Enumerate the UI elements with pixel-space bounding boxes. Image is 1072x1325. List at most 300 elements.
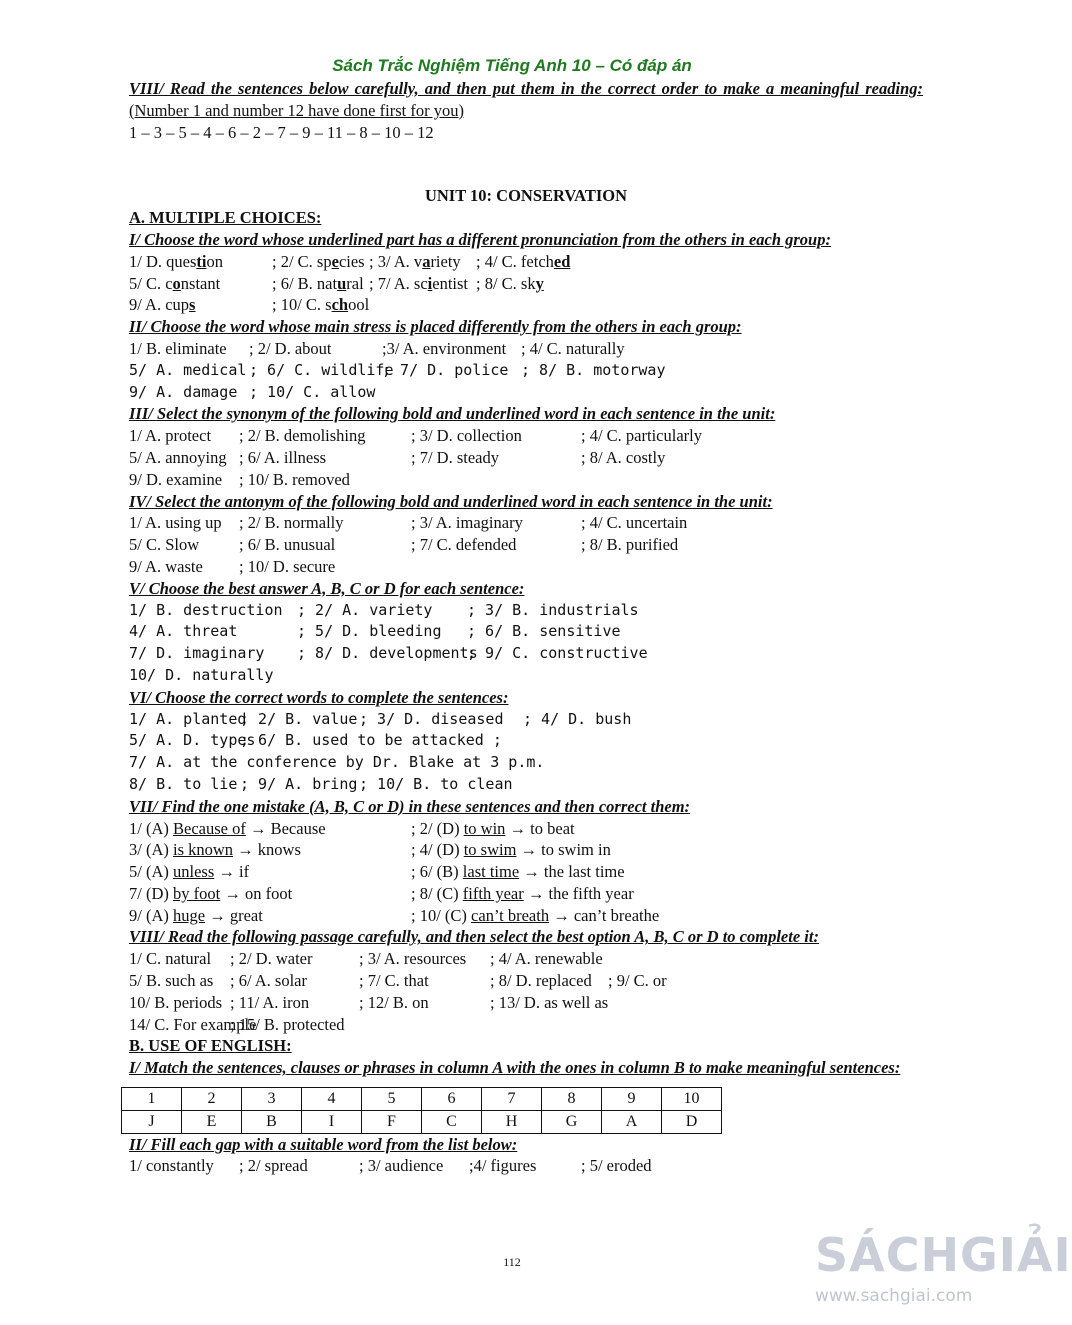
answer-text: ; 6/ A. illness <box>239 447 327 467</box>
answer-cell <box>129 905 263 927</box>
mistake-text: unless <box>173 862 215 882</box>
table-cell-letter: H <box>482 1110 542 1133</box>
answer-cell <box>249 382 375 404</box>
table-cell-number: 9 <box>602 1088 662 1111</box>
answer-cell <box>382 360 508 382</box>
unit-title: UNIT 10: CONSERVATION <box>424 186 628 206</box>
answer-cell <box>129 469 222 491</box>
table-cell-letter: G <box>542 1110 602 1133</box>
answer-text: ; 10/ C. allow <box>249 382 376 401</box>
answer-text: ; 10/ B. removed <box>239 469 350 489</box>
b2-answers <box>129 1155 923 1177</box>
s7-answers <box>129 818 923 927</box>
answer-cell <box>129 665 274 687</box>
answer-cell <box>411 425 522 447</box>
answer-cell <box>129 730 255 752</box>
answer-cell <box>359 992 429 1014</box>
answer-text: 10/ D. naturally <box>129 665 274 684</box>
answer-cell <box>230 970 307 992</box>
answer-text: 9/ A. waste <box>129 556 203 576</box>
answer-text: ; 4/ (D) <box>411 840 464 860</box>
s1-heading: I/ Choose the word whose underlined part has a different pronunciation from the others in each group: <box>129 229 831 249</box>
answer-text: → to swim in <box>516 840 611 860</box>
answer-cell <box>411 447 499 469</box>
answer-text: ; 4/ D. bush <box>523 709 632 728</box>
answer-cell <box>521 338 625 360</box>
answer-row <box>129 970 923 992</box>
s8-answers <box>129 948 923 1035</box>
answer-text: nstant <box>180 273 221 293</box>
watermark-url: www.sachgiai.com <box>815 1286 973 1306</box>
answer-cell <box>129 273 220 295</box>
answer-cell <box>490 970 592 992</box>
answer-cell <box>581 447 665 469</box>
answer-text: ; 2/ (D) <box>411 818 464 838</box>
watermark-brand: SÁCHGIẢI <box>815 1228 1072 1282</box>
answer-text: 1/ C. natural <box>129 949 212 969</box>
answer-text: ; 8/ A. costly <box>581 447 666 467</box>
answer-text: ; 8/ B. motorway <box>521 360 666 379</box>
answer-text: ; 8/ C. sk <box>476 273 536 293</box>
answer-text: → to beat <box>505 818 575 838</box>
s2-heading: II/ Choose the word whose main stress is placed differently from the others in each group: <box>129 317 742 337</box>
table-cell-letter: I <box>302 1110 362 1133</box>
mistake-text: to win <box>463 818 506 838</box>
answer-text: ;4/ figures <box>469 1156 537 1176</box>
answer-cell <box>411 534 516 556</box>
answer-text: ; 7/ A. sc <box>369 273 428 293</box>
answer-text: entist <box>432 273 469 293</box>
answer-text: ; 5/ D. bleeding <box>297 622 442 641</box>
answer-text: → the last time <box>519 862 625 882</box>
answer-text: ; 9/ A. bring <box>240 774 358 793</box>
mistake-text: by foot <box>173 883 221 903</box>
answer-text: ; 7/ C. defended <box>411 535 517 555</box>
answer-text: 1/ constantly <box>129 1156 214 1176</box>
answer-cell <box>249 338 332 360</box>
answer-text: ; 4/ C. naturally <box>521 338 625 358</box>
answer-text: ; 4/ C. uncertain <box>581 513 688 533</box>
answer-cell <box>129 643 264 665</box>
answer-cell <box>297 621 442 643</box>
answer-text: ; 3/ D. collection <box>411 426 522 446</box>
answer-cell <box>272 273 364 295</box>
s8-heading: VIII/ Read the following passage carefully, and then select the best option A, B, C or D to complete it: <box>129 927 819 947</box>
prev-section-heading <box>129 78 923 122</box>
answer-text: → knows <box>233 840 301 860</box>
prev-heading-note: (Number 1 and number 12 have done first for you) <box>129 100 464 120</box>
answer-cell <box>129 839 301 861</box>
answer-text: ; 7/ D. police <box>382 360 509 379</box>
section-a-title: A. MULTIPLE CHOICES: <box>129 208 322 228</box>
answer-cell <box>476 251 570 273</box>
s2-answers <box>129 338 923 403</box>
answer-cell <box>129 883 292 905</box>
answer-text: ; 8/ (C) <box>411 883 463 903</box>
table-cell-number: 2 <box>182 1088 242 1111</box>
underlined-part: y <box>535 273 544 293</box>
answer-cell <box>272 251 365 273</box>
answer-text: ; 8/ D. replaced <box>490 971 592 991</box>
underlined-part: ed <box>553 251 571 271</box>
answer-cell <box>369 273 468 295</box>
answer-row <box>129 621 923 643</box>
answer-text: ; 10/ B. to clean <box>359 774 513 793</box>
answer-row <box>129 1155 923 1177</box>
table-cell-letter: D <box>662 1110 722 1133</box>
answer-text: ; 2/ D. water <box>230 949 313 969</box>
answer-row <box>129 643 923 665</box>
answer-text: ; 4/ A. renewable <box>490 949 603 969</box>
answer-cell <box>476 273 544 295</box>
answer-cell <box>129 512 222 534</box>
answer-cell <box>129 709 246 731</box>
answer-row <box>129 992 923 1014</box>
answer-text: ; 15/ B. protected <box>230 1014 345 1034</box>
answer-text: ; 8/ D. developments <box>297 644 478 663</box>
table-row-letters <box>122 1110 722 1133</box>
answer-cell <box>239 425 366 447</box>
answer-text: ; 3/ A. imaginary <box>411 513 523 533</box>
answer-text: riety <box>430 251 461 271</box>
answer-cell <box>129 970 213 992</box>
answer-text: ; 8/ B. purified <box>581 535 679 555</box>
answer-row <box>129 730 923 752</box>
underlined-part: e <box>331 251 339 271</box>
answer-cell <box>230 948 312 970</box>
answer-cell <box>382 338 506 360</box>
answer-cell <box>608 970 667 992</box>
answer-text: ; 3/ audience <box>359 1156 444 1176</box>
answer-row <box>129 752 923 774</box>
answer-text: 5/ A. medical <box>129 360 247 379</box>
answer-text: 5/ A. D. types <box>129 731 256 750</box>
table-row-numbers <box>122 1088 722 1111</box>
answer-row <box>129 294 923 316</box>
answer-cell <box>239 534 335 556</box>
answer-cell <box>240 774 357 796</box>
s4-answers <box>129 512 923 577</box>
answer-text: 7/ (D) <box>129 883 173 903</box>
answer-row <box>129 382 923 404</box>
answer-cell <box>272 294 369 316</box>
table-cell-number: 10 <box>662 1088 722 1111</box>
answer-cell <box>411 839 611 861</box>
answer-cell <box>359 709 504 731</box>
s6-answers <box>129 709 923 796</box>
table-cell-number: 8 <box>542 1088 602 1111</box>
answer-row <box>129 665 923 687</box>
answer-text: 5/ (A) <box>129 862 173 882</box>
answer-cell <box>297 643 478 665</box>
answer-text: ; 2/ B. value <box>240 709 358 728</box>
answer-cell <box>369 251 461 273</box>
answer-text: ; 2/ B. demolishing <box>239 426 366 446</box>
answer-row <box>129 905 923 927</box>
s6-heading: VI/ Choose the correct words to complete the sentences: <box>129 687 509 707</box>
answer-cell <box>411 512 523 534</box>
answer-cell <box>469 1155 536 1177</box>
answer-text: 1/ D. ques <box>129 251 197 271</box>
answer-row <box>129 251 923 273</box>
answer-cell <box>581 512 687 534</box>
answer-row <box>129 709 923 731</box>
answer-cell <box>129 774 237 796</box>
s3-heading: III/ Select the synonym of the following bold and underlined word in each sentence in the unit: <box>129 404 776 424</box>
answer-cell <box>467 600 639 622</box>
answer-text: ; 2/ B. normally <box>239 513 344 533</box>
prev-heading-text: VIII/ Read the sentences below carefully, and then put them in the correct order to make a meaningful reading: <box>129 79 923 98</box>
s4-heading: IV/ Select the antonym of the following bold and underlined word in each sentence in the unit: <box>129 491 773 511</box>
b2-heading: II/ Fill each gap with a suitable word from the list below: <box>129 1134 518 1154</box>
underlined-part: i <box>427 273 433 293</box>
answer-row <box>129 338 923 360</box>
s3-answers <box>129 425 923 490</box>
document-body <box>129 78 923 1177</box>
answer-row <box>129 425 923 447</box>
mistake-text: fifth year <box>462 883 524 903</box>
answer-text: ; 3/ A. resources <box>359 949 467 969</box>
mistake-text: huge <box>173 905 206 925</box>
answer-cell <box>249 360 394 382</box>
answer-text: 1/ B. eliminate <box>129 338 227 358</box>
table-cell-number: 6 <box>422 1088 482 1111</box>
answer-text: cies <box>338 251 365 271</box>
answer-row <box>129 839 923 861</box>
mistake-text: to swim <box>463 840 517 860</box>
underlined-part: u <box>337 273 347 293</box>
answer-text: 5/ B. such as <box>129 971 214 991</box>
answer-text: ; 6/ B. unusual <box>239 535 336 555</box>
s1-answers <box>129 251 923 316</box>
answer-text: ; 10/ C. s <box>272 295 332 315</box>
answer-row <box>129 447 923 469</box>
mistake-text: can’t breath <box>471 905 550 925</box>
answer-text: → great <box>205 905 263 925</box>
answer-row <box>129 1014 923 1036</box>
answer-row <box>129 948 923 970</box>
answer-cell <box>129 621 237 643</box>
answer-text: on <box>206 251 223 271</box>
answer-text: → if <box>214 862 250 882</box>
mistake-text: is known <box>173 840 234 860</box>
answer-cell <box>129 338 227 360</box>
answer-text: ;3/ A. environment <box>382 338 507 358</box>
answer-cell <box>129 752 544 774</box>
answer-text: ; 3/ B. industrials <box>467 600 639 619</box>
answer-text: ; 6/ B. sensitive <box>467 622 621 641</box>
answer-text: 1/ B. destruction <box>129 600 283 619</box>
answer-text: 4/ A. threat <box>129 622 238 641</box>
answer-cell <box>239 447 326 469</box>
table-cell-number: 3 <box>242 1088 302 1111</box>
answer-text: 1/ (A) <box>129 818 173 838</box>
answer-cell <box>129 861 249 883</box>
answer-text: 8/ B. to lie <box>129 774 238 793</box>
answer-text: ool <box>348 295 370 315</box>
answer-cell <box>359 1155 443 1177</box>
answer-text: 9/ (A) <box>129 905 173 925</box>
answer-cell <box>523 709 631 731</box>
answer-cell <box>411 818 575 840</box>
answer-cell <box>129 1155 214 1177</box>
mistake-text: last time <box>462 862 520 882</box>
answer-cell <box>297 600 432 622</box>
answer-cell <box>581 1155 652 1177</box>
answer-cell <box>411 905 659 927</box>
table-cell-letter: C <box>422 1110 482 1133</box>
answer-cell <box>521 360 666 382</box>
table-cell-letter: B <box>242 1110 302 1133</box>
answer-cell <box>129 600 283 622</box>
table-cell-letter: J <box>122 1110 182 1133</box>
answer-text: 3/ (A) <box>129 840 173 860</box>
answer-text: ; 10/ (C) <box>411 905 472 925</box>
answer-text: ; 7/ D. steady <box>411 447 499 467</box>
underlined-part: s <box>189 295 196 315</box>
answer-text: ral <box>346 273 364 293</box>
answer-text: ; 2/ spread <box>239 1156 308 1176</box>
answer-cell <box>490 948 603 970</box>
answer-text: ; 4/ C. particularly <box>581 426 702 446</box>
b1-heading: I/ Match the sentences, clauses or phrases in column A with the ones in column B to make meaningful sentences: <box>129 1058 901 1078</box>
s7-heading: VII/ Find the one mistake (A, B, C or D) in these sentences and then correct them: <box>129 796 691 816</box>
answer-text: 10/ B. periods <box>129 992 223 1012</box>
answer-row <box>129 469 923 491</box>
page-header: Sách Trắc Nghiệm Tiếng Anh 10 – Có đáp án <box>332 56 692 75</box>
answer-text: 1/ A. planted <box>129 709 247 728</box>
answer-cell <box>230 992 309 1014</box>
answer-text: ; 13/ D. as well as <box>490 992 609 1012</box>
answer-text: 5/ A. annoying <box>129 447 227 467</box>
answer-text: 9/ A. damage <box>129 382 238 401</box>
answer-cell <box>240 730 502 752</box>
answer-text: ; 2/ C. sp <box>272 251 332 271</box>
underlined-part: o <box>172 273 181 293</box>
answer-text: ; 7/ C. that <box>359 971 429 991</box>
answer-cell <box>239 512 344 534</box>
underlined-part: a <box>422 251 431 271</box>
answer-text: ; 6/ C. wildlife <box>249 360 394 379</box>
answer-text: ; 4/ C. fetch <box>476 251 554 271</box>
table-cell-number: 7 <box>482 1088 542 1111</box>
answer-text: → can’t breathe <box>549 905 660 925</box>
answer-cell <box>411 861 625 883</box>
answer-text: → Because <box>245 818 326 838</box>
answer-cell <box>359 774 513 796</box>
answer-text: ; 2/ D. about <box>249 338 332 358</box>
answer-row <box>129 818 923 840</box>
answer-cell <box>411 883 634 905</box>
answer-cell <box>129 425 211 447</box>
matching-answer-table <box>121 1087 722 1134</box>
answer-text: ; 9/ C. constructive <box>467 644 648 663</box>
answer-row <box>129 534 923 556</box>
answer-text: → the fifth year <box>523 883 634 903</box>
answer-text: ; 11/ A. iron <box>230 992 310 1012</box>
table-cell-number: 5 <box>362 1088 422 1111</box>
answer-text: ; 3/ D. diseased <box>359 709 504 728</box>
answer-cell <box>230 1014 345 1036</box>
answer-text: 7/ A. at the conference by Dr. Blake at 3 p.m. <box>129 753 545 772</box>
answer-cell <box>359 948 466 970</box>
answer-cell <box>490 992 608 1014</box>
answer-cell <box>467 621 621 643</box>
table-cell-letter: E <box>182 1110 242 1133</box>
answer-text: ; 6/ B. used to be attacked ; <box>240 731 502 750</box>
page-number: 112 <box>503 1255 521 1269</box>
answer-text: ; 9/ C. or <box>608 971 667 991</box>
answer-cell <box>129 382 237 404</box>
answer-text: 5/ C. Slow <box>129 535 200 555</box>
answer-text: 14/ C. For example <box>129 1014 257 1034</box>
answer-row <box>129 360 923 382</box>
answer-text: ; 3/ A. v <box>369 251 423 271</box>
answer-row <box>129 273 923 295</box>
s5-answers <box>129 600 923 687</box>
answer-text: → on foot <box>220 883 293 903</box>
answer-cell <box>129 534 199 556</box>
answer-text: ; 2/ A. variety <box>297 600 433 619</box>
table-cell-letter: A <box>602 1110 662 1133</box>
answer-cell <box>581 425 702 447</box>
answer-text: ; 6/ B. nat <box>272 273 338 293</box>
mistake-text: Because of <box>173 818 246 838</box>
answer-cell <box>359 970 429 992</box>
table-cell-number: 4 <box>302 1088 362 1111</box>
prev-answer: 1 – 3 – 5 – 4 – 6 – 2 – 7 – 9 – 11 – 8 – 10 – 12 <box>129 122 434 142</box>
answer-row <box>129 512 923 534</box>
answer-cell <box>129 556 203 578</box>
answer-cell <box>239 556 335 578</box>
table-cell-number: 1 <box>122 1088 182 1111</box>
underlined-part: ti <box>196 251 207 271</box>
answer-text: ; 10/ D. secure <box>239 556 336 576</box>
answer-text: ; 5/ eroded <box>581 1156 652 1176</box>
answer-text: ; 6/ A. solar <box>230 971 307 991</box>
answer-cell <box>239 469 350 491</box>
answer-cell <box>129 294 195 316</box>
answer-cell <box>240 709 357 731</box>
answer-row <box>129 883 923 905</box>
answer-cell <box>239 1155 308 1177</box>
answer-row <box>129 600 923 622</box>
answer-text: 1/ A. protect <box>129 426 212 446</box>
answer-text: 5/ C. c <box>129 273 173 293</box>
underlined-part: ch <box>331 295 349 315</box>
answer-cell <box>129 447 227 469</box>
answer-cell <box>129 948 211 970</box>
table-cell-letter: F <box>362 1110 422 1133</box>
answer-cell <box>129 360 246 382</box>
watermark-logo <box>815 1228 1072 1318</box>
answer-text: 7/ D. imaginary <box>129 644 265 663</box>
answer-text: 9/ A. cup <box>129 295 190 315</box>
answer-cell <box>129 818 326 840</box>
answer-row <box>129 556 923 578</box>
answer-text: 9/ D. examine <box>129 469 223 489</box>
s5-heading: V/ Choose the best answer A, B, C or D for each sentence: <box>129 578 525 598</box>
answer-cell <box>467 643 648 665</box>
answer-cell <box>129 992 222 1014</box>
answer-text: ; 6/ (B) <box>411 862 463 882</box>
answer-row <box>129 774 923 796</box>
answer-row <box>129 861 923 883</box>
answer-text: 1/ A. using up <box>129 513 222 533</box>
answer-cell <box>129 251 223 273</box>
answer-text: ; 12/ B. on <box>359 992 429 1012</box>
section-b-title: B. USE OF ENGLISH: <box>129 1036 292 1056</box>
